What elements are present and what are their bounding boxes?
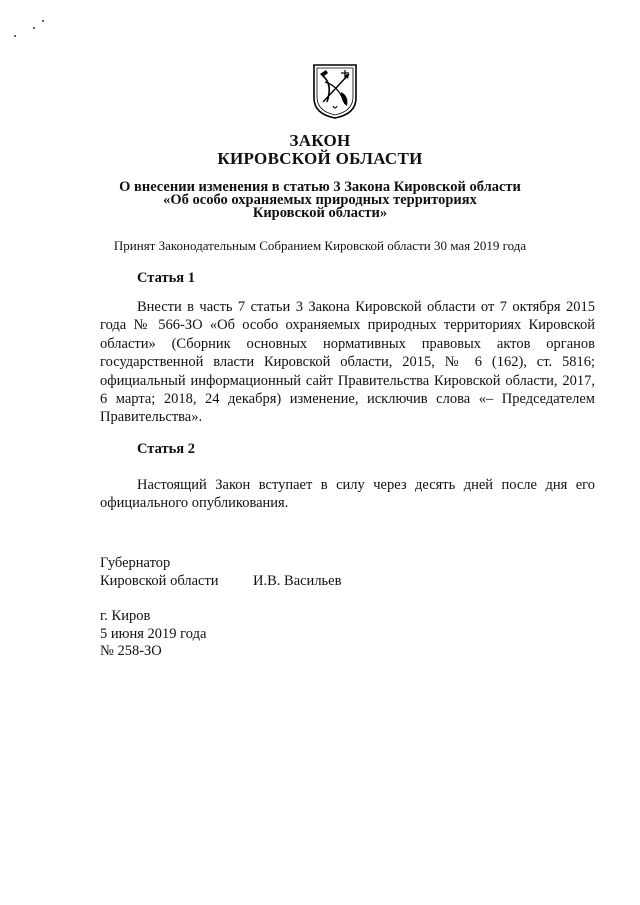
signatory-position-line1: Губернатор	[100, 555, 171, 571]
law-subject-line2: «Об особо охраняемых природных территориях	[163, 192, 477, 208]
scan-speck	[33, 27, 35, 29]
article-2-text: Настоящий Закон вступает в силу через десять дней после дня его официального опубликования.	[100, 477, 595, 512]
signatory-position-line2: Кировской области	[100, 573, 219, 589]
scan-speck	[14, 35, 16, 37]
article-1-text: Внести в часть 7 статьи 3 Закона Кировской области от 7 октября 2015 года № 566-ЗО «Об особо охраняемых природных территориях Кировской области» (Сборник основных нормативных правовых актов органов государственной власти Кировской области, 2015, № 6 (162), ст. 5816; официальный информационный сайт Правительства Кировской области, 2017, 6 марта; 2018, 24 декабря) изменение, исключив слова «– Председателем Правительства».	[100, 299, 595, 426]
article-2-heading: Статья 2	[137, 441, 195, 457]
adoption-statement: Принят Законодательным Собранием Кировской области 30 мая 2019 года	[113, 238, 527, 253]
signing-city: г. Киров	[100, 608, 151, 624]
signatory-name: И.В. Васильев	[253, 573, 342, 589]
law-subject-line3: Кировской области»	[252, 205, 388, 221]
document-type-title: ЗАКОН	[289, 131, 351, 150]
region-title: КИРОВСКОЙ ОБЛАСТИ	[217, 149, 423, 168]
coat-of-arms-emblem	[311, 62, 359, 120]
article-1-heading: Статья 1	[137, 270, 195, 286]
signing-date: 5 июня 2019 года	[100, 626, 207, 642]
scan-speck	[42, 20, 44, 22]
law-subject-line1: О внесении изменения в статью 3 Закона Кировской области	[119, 179, 521, 195]
law-number: № 258-ЗО	[100, 643, 162, 659]
